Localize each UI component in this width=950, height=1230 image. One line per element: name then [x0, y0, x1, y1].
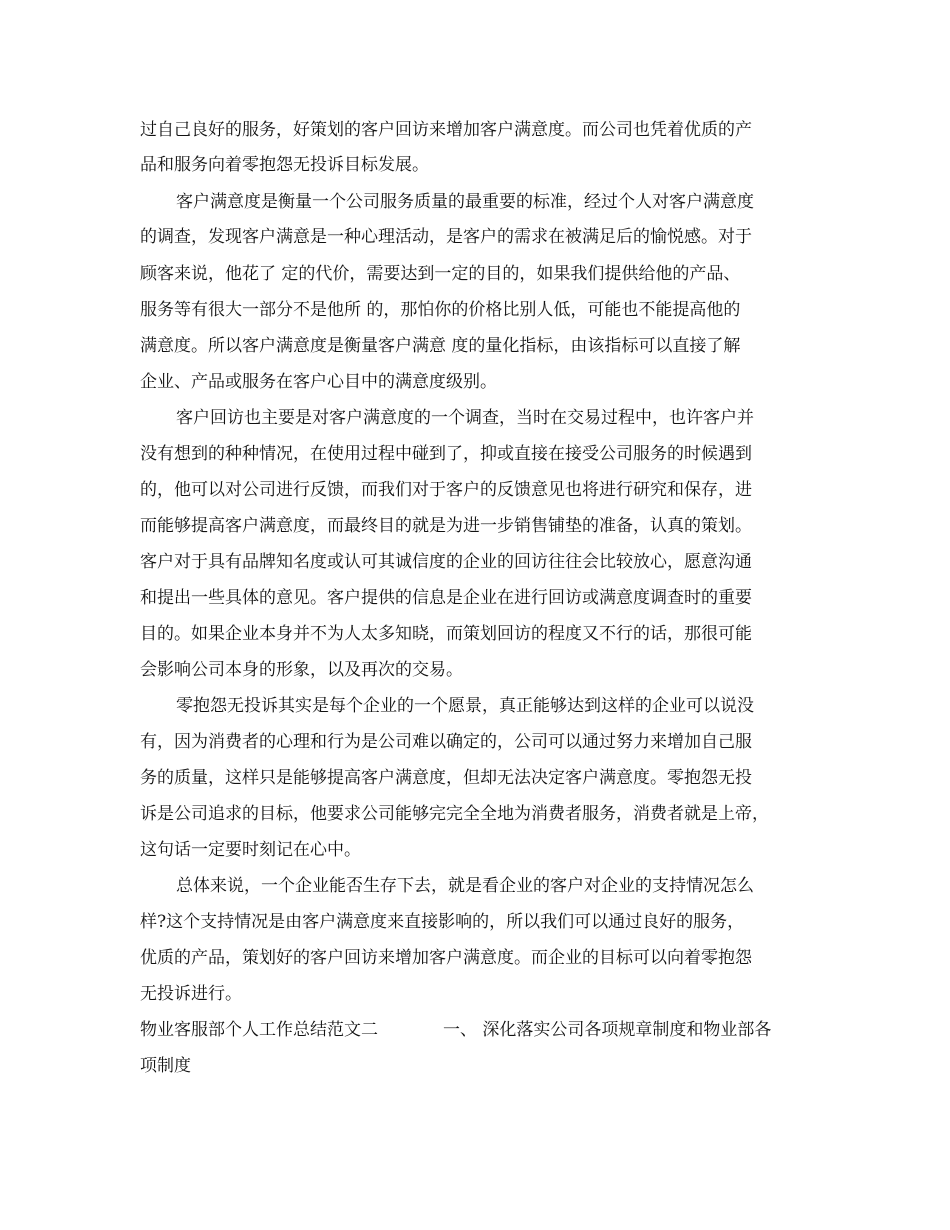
text-line: 务的质量，这样只是能够提高客户满意度，但却无法决定客户满意度。零抱怨无投 [140, 768, 752, 788]
paragraph-first-line: 客户回访也主要是对客户满意度的一个调查，当时在交易过程中，也许客户并 [176, 408, 754, 428]
section-heading-continuation: 项制度 [140, 1056, 191, 1076]
text-line: 服务等有很大一部分不是他所 的，那怕你的价格比别人低，可能也不能提高他的 [140, 300, 741, 320]
text-line: 优质的产品，策划好的客户回访来增加客户满意度。而企业的目标可以向着零抱怨 [140, 948, 752, 968]
text-line: 而能够提高客户满意度，而最终目的就是为进一步销售铺垫的准备，认真的策划。 [140, 516, 752, 536]
section-heading-title: 物业客服部个人工作总结范文二 [140, 1020, 378, 1040]
section-heading-item: 一、 深化落实公司各项规章制度和物业部各 [443, 1020, 772, 1040]
text-line: 企业、产品或服务在客户心目中的满意度级别。 [140, 372, 497, 392]
text-line: 这句话一定要时刻记在心中。 [140, 840, 361, 860]
text-line: 过自己良好的服务，好策划的客户回访来增加客户满意度。而公司也凭着优质的产 [140, 120, 752, 140]
text-line: 客户对于具有品牌知名度或认可其诚信度的企业的回访往往会比较放心，愿意沟通 [140, 552, 752, 572]
text-line: 满意度。所以客户满意度是衡量客户满意 度的量化指标，由该指标可以直接了解 [140, 336, 741, 356]
text-line: 和提出一些具体的意见。客户提供的信息是企业在进行回访或满意度调查时的重要 [140, 588, 752, 608]
text-line: 没有想到的种种情况，在使用过程中碰到了，抑或直接在接受公司服务的时候遇到 [140, 444, 752, 464]
text-line: 顾客来说，他花了 定的代价，需要达到一定的目的，如果我们提供给他的产品、 [140, 264, 741, 284]
text-line: 的调查，发现客户满意是一种心理活动，是客户的需求在被满足后的愉悦感。对于 [140, 227, 752, 247]
text-line: 诉是公司追求的目标，他要求公司能够完完全全地为消费者服务，消费者就是上帝， [140, 804, 769, 824]
text-line: 样?这个支持情况是由客户满意度来直接影响的，所以我们可以通过良好的服务， [140, 912, 745, 932]
text-line: 目的。如果企业本身并不为人太多知晓，而策划回访的程度又不行的话，那很可能 [140, 624, 752, 644]
text-line: 会影响公司本身的形象，以及再次的交易。 [140, 660, 463, 680]
paragraph-first-line: 客户满意度是衡量一个公司服务质量的最重要的标准，经过个人对客户满意度 [176, 192, 754, 212]
paragraph-first-line: 零抱怨无投诉其实是每个企业的一个愿景，真正能够达到这样的企业可以说没 [176, 696, 754, 716]
text-line: 品和服务向着零抱怨无投诉目标发展。 [140, 155, 429, 175]
text-line: 有，因为消费者的心理和行为是公司难以确定的，公司可以通过努力来增加自己服 [140, 732, 752, 752]
text-line: 的，他可以对公司进行反馈，而我们对于客户的反馈意见也将进行研究和保存，进 [140, 480, 752, 500]
text-line: 无投诉进行。 [140, 984, 242, 1004]
paragraph-first-line: 总体来说，一个企业能否生存下去，就是看企业的客户对企业的支持情况怎么 [176, 876, 754, 896]
